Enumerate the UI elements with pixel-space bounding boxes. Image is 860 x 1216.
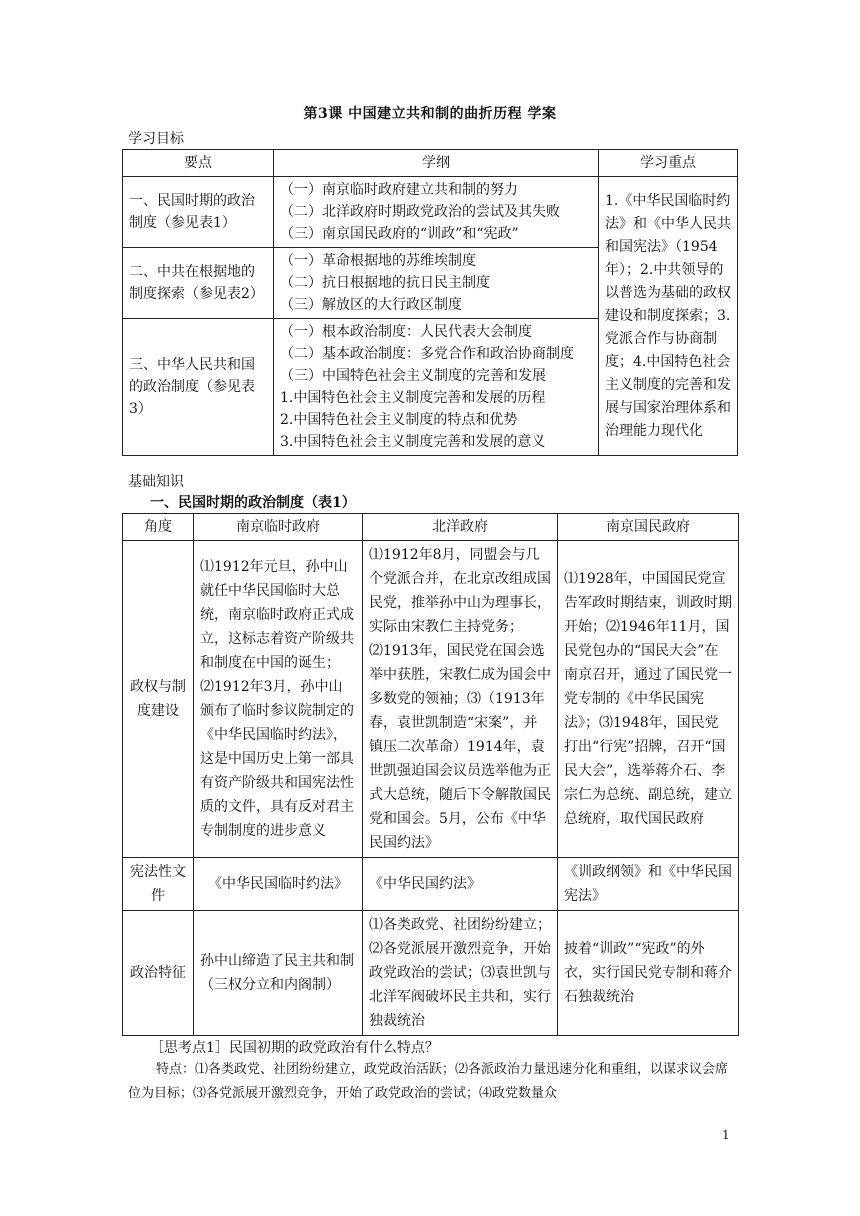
outline-item: 3.中国特色社会主义制度完善和发展的意义	[280, 434, 546, 450]
outline-item: （三）南京国民政府的“训政”和“宪政”	[280, 226, 519, 242]
table1-header-row	[123, 514, 739, 541]
think-point: ［思考点1］民国初期的政党政治有什么特点？	[150, 1040, 439, 1056]
table1-row	[123, 858, 739, 911]
aspect-cell: 政治特征	[123, 911, 194, 1036]
table1-row	[123, 541, 739, 858]
goals-header-point: 要点	[123, 150, 274, 177]
table1-row	[123, 911, 739, 1036]
outline-item: （一）根本政治制度：人民代表大会制度	[280, 324, 532, 340]
outline-item: （二）抗日根据地的抗日民主制度	[280, 275, 490, 291]
outline-item: （三）中国特色社会主义制度的完善和发展	[280, 368, 546, 384]
outline-item: （三）解放区的大行政区制度	[280, 297, 462, 313]
goals-header-outline: 学纲	[274, 150, 599, 177]
goals-outline	[274, 248, 599, 319]
goals-point: 三、中华人民共和国的政治制度（参见表3）	[123, 319, 274, 456]
aspect-cell: 宪法性文件	[123, 858, 194, 911]
nationalist-cell: 披着“训政”“宪政”的外衣，实行国民党专制和蒋介石独裁统治	[558, 911, 739, 1036]
goals-table	[122, 149, 738, 456]
page-title: 第3课 中国建立共和制的曲折历程 学案	[303, 106, 557, 122]
outline-item: （二）北洋政府时期政党政治的尝试及其失败	[280, 204, 560, 220]
goals-point: 二、中共在根据地的制度探索（参见表2）	[123, 248, 274, 319]
goals-header-focus: 学习重点	[599, 150, 738, 177]
goals-point: 一、民国时期的政治制度（参见表1）	[123, 177, 274, 248]
goals-outline	[274, 177, 599, 248]
outline-item: （二）基本政治制度：多党合作和政治协商制度	[280, 346, 574, 362]
nationalist-cell: ⑴1928年，中国国民党宣告军政时期结束，训政时期开始；⑵1946年11月，国民党包办的“国民大会”在南京召开，通过了国民党一党专制的《中华民国宪法》；⑶1948年，国民党打出“行宪”招牌，召开“国民大会”，选举蒋介石、李宗仁为总统、副总统，建立总统府，取代国民政府	[558, 541, 739, 858]
section-label-basics: 基础知识	[128, 474, 184, 490]
goals-outline	[274, 319, 599, 456]
goals-row	[123, 177, 738, 248]
goals-focus: 1.《中华民国临时约法》和《中华人民共和国宪法》（1954年）；2.中共领导的以普选为基础的政权建设和制度探索；3.党派合作与协商制度；4.中国特色社会主义制度的完善和发展与国家治理体系和治理能力现代化	[599, 177, 738, 456]
beiyang-cell: ⑴1912年8月，同盟会与几个党派合并，在北京改组成国民党，推举孙中山为理事长，实际由宋教仁主持党务；⑵1913年，国民党在国会选举中获胜，宋教仁成为国会中多数党的领袖；⑶（1913年春，袁世凯制造“宋案”，并镇压二次革命）1914年，袁世凯强迫国会议员选举他为正式大总统，随后下令解散国民党和国会。5月，公布《中华民国约法》	[363, 541, 558, 858]
table1-header-nanjing: 南京临时政府	[194, 514, 363, 541]
table1-header-beiyang: 北洋政府	[363, 514, 558, 541]
beiyang-cell: 《中华民国约法》	[363, 858, 558, 911]
table-1	[122, 513, 739, 1036]
nanjing-cell: 孙中山缔造了民主共和制（三权分立和内阁制）	[194, 911, 363, 1036]
beiyang-cell: ⑴各类政党、社团纷纷建立；⑵各党派展开激烈竞争，开始政党政治的尝试；⑶袁世凯与北洋军阀破坏民主共和，实行独裁统治	[363, 911, 558, 1036]
outline-item: 2.中国特色社会主义制度的特点和优势	[280, 412, 518, 428]
nanjing-cell: ⑴1912年元旦，孙中山就任中华民国临时大总统，南京临时政府正式成立，这标志着资产阶级共和制度在中国的诞生；⑵1912年3月，孙中山颁布了临时参议院制定的《中华民国临时约法》，这是中国历史上第一部具有资产阶级共和国宪法性质的文件，具有反对君主专制制度的进步意义	[194, 541, 363, 858]
page-number: 1	[722, 1128, 730, 1142]
table1-heading: 一、民国时期的政治制度（表1）	[150, 495, 356, 511]
nationalist-cell: 《训政纲领》和《中华民国宪法》	[558, 858, 739, 911]
nanjing-cell: 《中华民国临时约法》	[194, 858, 363, 911]
outline-item: 1.中国特色社会主义制度完善和发展的历程	[280, 390, 546, 406]
table1-header-nationalist: 南京国民政府	[558, 514, 739, 541]
aspect-cell: 政权与制度建设	[123, 541, 194, 858]
outline-item: （一）南京临时政府建立共和制的努力	[280, 182, 518, 198]
goals-header-row	[123, 150, 738, 177]
table1-header-aspect: 角度	[123, 514, 194, 541]
outline-item: （一）革命根据地的苏维埃制度	[280, 253, 476, 269]
section-label-goals: 学习目标	[128, 131, 184, 147]
answer-paragraph: 特点：⑴各类政党、社团纷纷建立，政党政治活跃；⑵各派政治力量迅速分化和重组，以谋求议会席位为目标；⑶各党派展开激烈竞争，开始了政党政治的尝试；⑷政党数量众	[128, 1062, 729, 1101]
